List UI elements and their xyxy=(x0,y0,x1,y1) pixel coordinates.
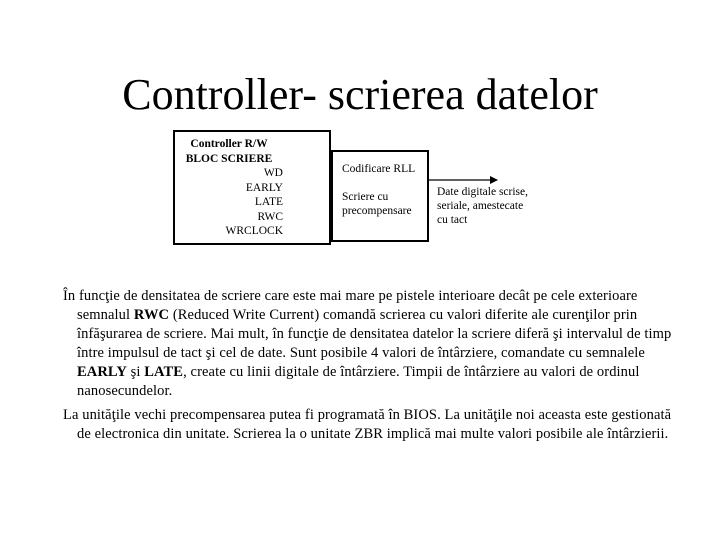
controller-title: Controller R/W xyxy=(190,138,268,150)
signal-label-wd: WD xyxy=(263,167,283,179)
encoder-box xyxy=(331,150,429,242)
signal-label-wrclock: WRCLOCK xyxy=(225,225,283,237)
controller-subtitle: BLOC SCRIERE xyxy=(185,152,273,165)
paragraph-bios-precompensation: La unităţile vechi precompensarea putea fi programată în BIOS. La unităţile noi aceasta este gestionată de electronica din unitate. Scrierea la o unitate ZBR implică mai multe valori posibile ale întârzierii. xyxy=(63,407,672,442)
precompensation-label: Scriere cu precompensare xyxy=(342,191,412,217)
output-data-label: Date digitale scrise, seriale, amestecate cu tact xyxy=(437,186,529,226)
early-term: EARLY xyxy=(77,364,127,380)
controller-rw-box xyxy=(173,130,331,245)
rll-encoding-label: Codificare RLL xyxy=(342,163,416,175)
slide-title: Controller- scrierea datelor xyxy=(122,70,598,119)
signal-label-rwc: RWC xyxy=(257,210,283,223)
paragraph-rwc-timing: În funcţie de densitatea de scriere care este mai mare pe pistele interioare decât pe cele exterioare semnalul RWC (Reduced Write Current) comandă scrierea cu valori diferite ale curenţilor prin înfăşurarea de scriere. Mai mult, în funcţie de densitatea datelor la scriere diferă şi intervalul de timp între impulsul de tact şi cel de date. Sunt posibile 4 valori de întârziere, comandate cu semnalele EARLY şi LATE, create cu linii digitale de întârziere. Timpii de întârziere au valori de ordinul nanosecundelor. xyxy=(63,288,672,399)
signal-label-late: LATE xyxy=(254,196,283,208)
rwc-term: RWC xyxy=(133,307,170,323)
signal-label-early: EARLY xyxy=(245,181,283,194)
late-term: LATE xyxy=(144,364,184,380)
